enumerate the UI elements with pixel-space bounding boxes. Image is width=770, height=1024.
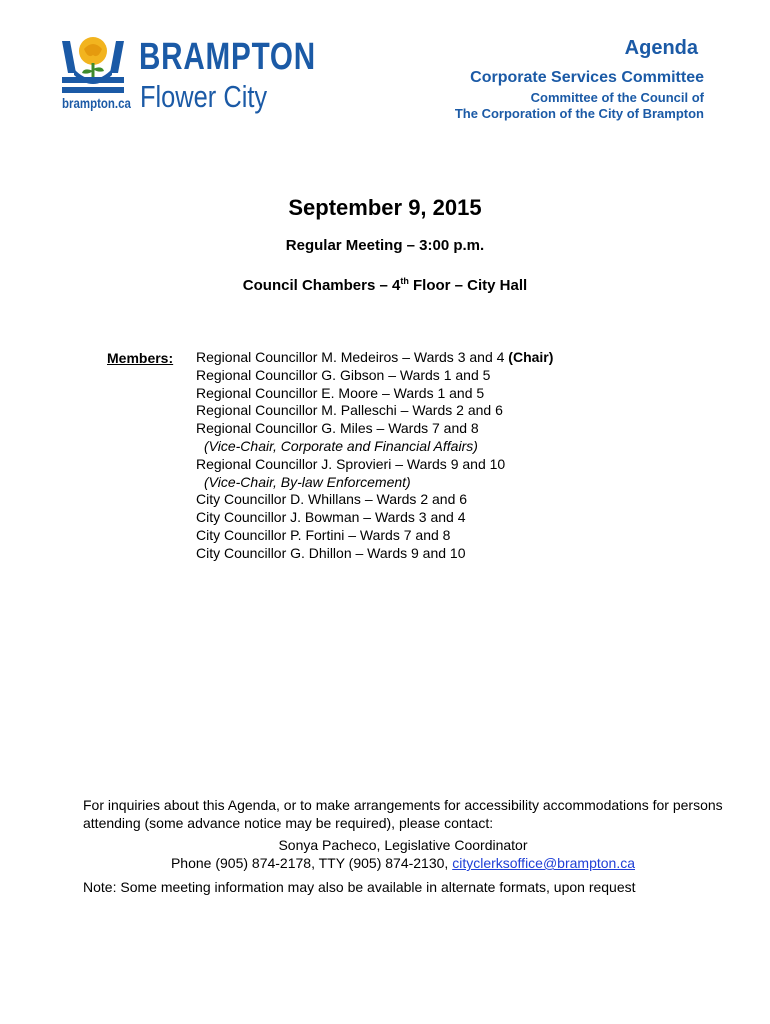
brampton-flower-emblem-icon	[60, 33, 126, 99]
member-role-note: (Vice-Chair, Corporate and Financial Affairs)	[204, 437, 478, 454]
contact-phone-line	[83, 854, 723, 872]
alternate-formats-note: Note: Some meeting information may also be available in alternate formats, upon request	[83, 879, 636, 895]
member-role-note: (Vice-Chair, By-law Enforcement)	[204, 473, 411, 490]
logo-wordmark: BRAMPTON	[139, 36, 316, 78]
contact-name: Sonya Pacheco, Legislative Coordinator	[278, 837, 528, 853]
logo-tagline: Flower City	[140, 79, 268, 114]
member-item: City Councillor G. Dhillon – Wards 9 and 10	[196, 544, 466, 561]
member-item: Regional Councillor M. Palleschi – Wards 2 and 6	[196, 402, 503, 419]
members-list	[196, 349, 553, 563]
member-item: Regional Councillor E. Moore – Wards 1 and 5	[196, 384, 485, 401]
member-item: City Councillor J. Bowman – Wards 3 and 4	[196, 509, 466, 526]
contact-phone: Phone (905) 874-2178, TTY (905) 874-2130,	[170, 855, 453, 871]
council-line-1: Committee of the Council of	[530, 90, 704, 105]
member-item	[196, 349, 553, 367]
member-item: Regional Councillor G. Miles – Wards 7 and 8	[196, 420, 479, 437]
member-item: Regional Councillor J. Sprovieri – Wards 9 and 10	[196, 455, 506, 472]
location-superscript: th	[400, 276, 409, 286]
meeting-location	[0, 276, 770, 296]
inquiry-text: For inquiries about this Agenda, or to make arrangements for accessibility accommodations for persons attending (some advance notice may be required), please contact:	[83, 797, 723, 831]
contact-email-link[interactable]: cityclerksoffice@brampton.ca	[452, 855, 636, 871]
members-label: Members:	[107, 350, 174, 366]
chair-marker: (Chair)	[508, 349, 554, 365]
logo-website: brampton.ca	[62, 95, 131, 111]
location-text-end: Floor – City Hall	[408, 277, 528, 294]
brampton-logo	[60, 33, 335, 123]
committee-name: Corporate Services Committee	[470, 69, 704, 86]
document-header	[455, 36, 704, 122]
member-item: City Councillor D. Whillans – Wards 2 and 6	[196, 491, 468, 508]
meeting-date: September 9, 2015	[288, 195, 482, 220]
member-item: City Councillor P. Fortini – Wards 7 and 8	[196, 526, 451, 543]
location-text-start: Council Chambers – 4	[242, 277, 401, 294]
member-text: Regional Councillor M. Medeiros – Wards 3 and 4	[196, 349, 509, 365]
document-type-title: Agenda	[624, 37, 698, 59]
meeting-type: Regular Meeting – 3:00 p.m.	[285, 237, 485, 254]
footer	[83, 796, 723, 896]
council-line-2: The Corporation of the City of Brampton	[454, 106, 704, 121]
member-item: Regional Councillor G. Gibson – Wards 1 and 5	[196, 366, 491, 383]
